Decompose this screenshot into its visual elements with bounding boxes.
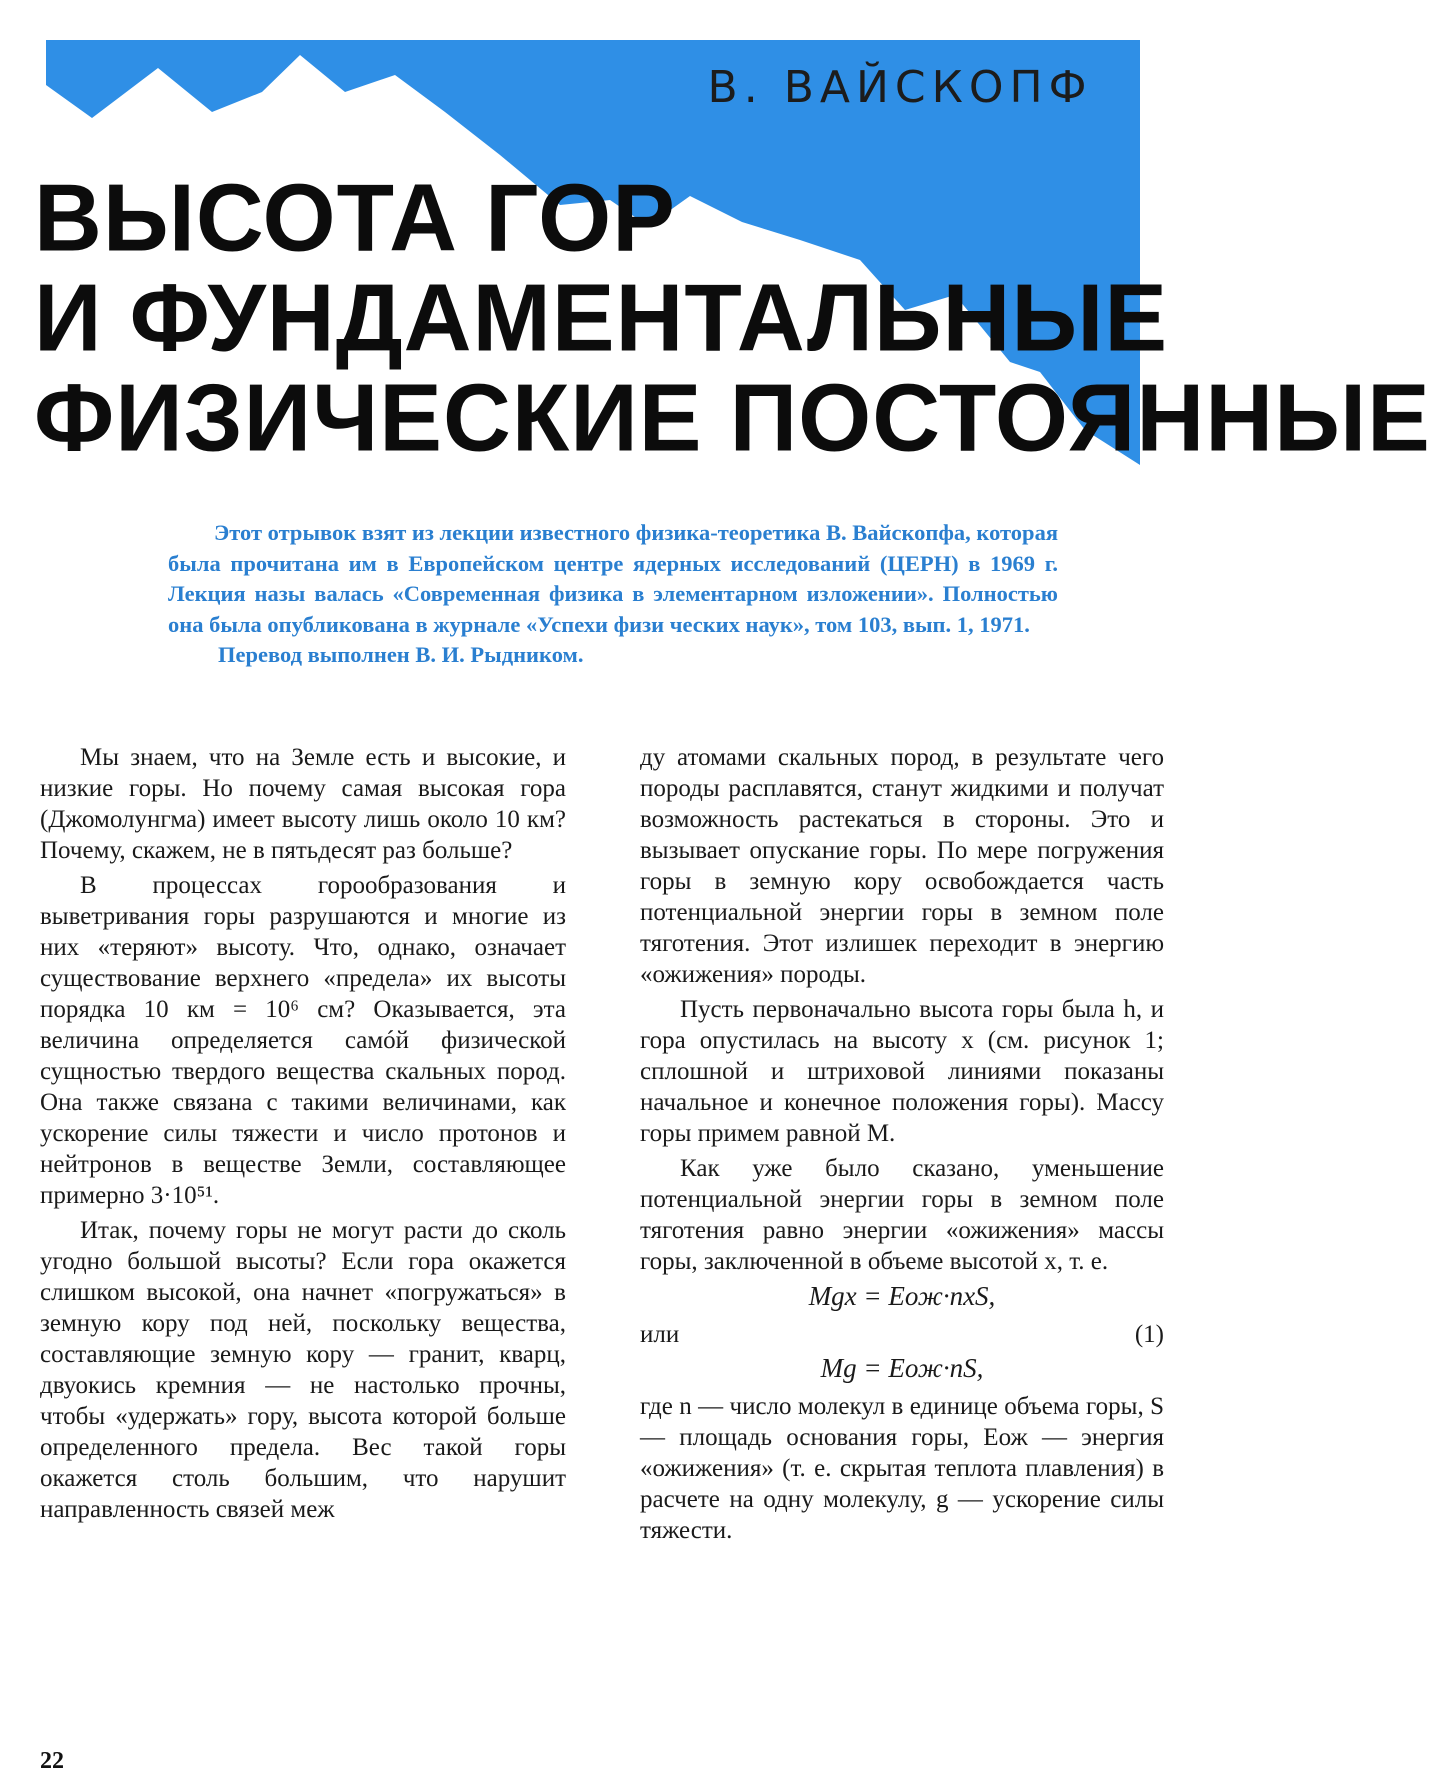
intro-line: валась «Современная физика в элементарном изложении». (314, 581, 943, 606)
equation-number: (1) (1134, 1321, 1164, 1348)
intro-line: Этот отрывок взят из лекции известного физика-теоретика (214, 520, 827, 545)
formula-text: Mg = Eож·nS, (820, 1353, 984, 1383)
body-paragraph: В процессах горообразования и выветривания горы разрушаются и многие из них «теряют» высоту. Что, однако, означает существование верхнего «предела» их высоты порядка 10 км = 10⁶ см? Оказывается, эта величина определяется самóй физической сущностью твердого вещества скальных пород. Она также связана с такими величинами, как ускорение силы тяжести и число протонов и нейтронов в веществе Земли, составляющее примерно 3·10⁵¹. (40, 872, 566, 1209)
body-paragraph: ду атомами скальных пород, в результате чего породы расплавятся, станут жидкими и получат возможность растекаться в стороны. Это и вызывает опускание горы. По мере погружения горы в земную кору освобождается часть потенциальной энергии горы в земном поле тяготения. Этот излишек переходит в энергию «ожижения» породы. (640, 744, 1164, 988)
formula-2 (640, 1353, 1164, 1391)
title-line-3: ФИЗИЧЕСКИЕ ПОСТОЯННЫЕ (34, 363, 1431, 471)
body-paragraph: где n — число молекул в единице объема горы, S — площадь основания горы, Eож — энергия «ожижения» (т. е. скрытая теплота плавления) в расчете на одну молекулу, g — ускорение силы тяжести. (640, 1393, 1164, 1544)
intro-line: ческих наук», том 103, вып. 1, 1971. (669, 611, 1030, 637)
intro-line: центре ядерных исследований (ЦЕРН) в 1969 г. Лекция назы (168, 550, 1058, 606)
intro-block (168, 518, 1058, 671)
body-paragraph: Как уже было сказано, уменьшение потенциальной энергии горы в земном поле тяготения равно энергии «ожижения» массы горы, заключенной в объеме высотой x, т. е. (640, 1155, 1164, 1275)
formula-connector (640, 1319, 1164, 1353)
title-line-2: И ФУНДАМЕНТАЛЬНЫЕ (34, 263, 1169, 371)
intro-line: В. Вайскопфа, которая была прочитана им в Европейском (168, 520, 1058, 576)
translator-credit: Перевод выполнен В. И. Рыдником. (218, 642, 584, 667)
article-title (34, 163, 1431, 471)
connector-word: или (640, 1321, 680, 1348)
right-column (640, 742, 1164, 1550)
author-name: В. ВАЙСКОПФ (707, 62, 1093, 113)
body-paragraph: Итак, почему горы не могут расти до сколь угодно большой высоты? Если гора окажется слишком высокой, она начнет «погружаться» в земную кору под ней, поскольку вещества, составляющие земную кору — гранит, кварц, двуокись кремния — не настолько прочны, чтобы «удержать» гору, высота которой больше определенного предела. Вес такой горы окажется столь большим, что нарушит направленность связей меж (40, 1217, 566, 1523)
body-paragraph: Мы знаем, что на Земле есть и высокие, и низкие горы. Но почему самая высокая гора (Джомолунгма) имеет высоту лишь около 10 км? Почему, скажем, не в пятьдесят раз больше? (40, 744, 566, 864)
intro-line: Полностью она была опубликована в журнале «Успехи физи (168, 581, 1059, 637)
left-column (40, 742, 566, 1529)
page-number: 22 (40, 1748, 64, 1774)
formula-1 (640, 1281, 1164, 1319)
body-paragraph: Пусть первоначально высота горы была h, и гора опустилась на высоту x (см. рисунок 1; сплошной и штриховой линиями показаны начальное и конечное положения горы). Массу горы примем равной M. (640, 996, 1164, 1147)
intro-paragraph (168, 518, 1058, 640)
title-line-1: ВЫСОТА ГОР (34, 163, 676, 272)
formula-text: Mgx = Eож·nxS, (808, 1281, 996, 1311)
